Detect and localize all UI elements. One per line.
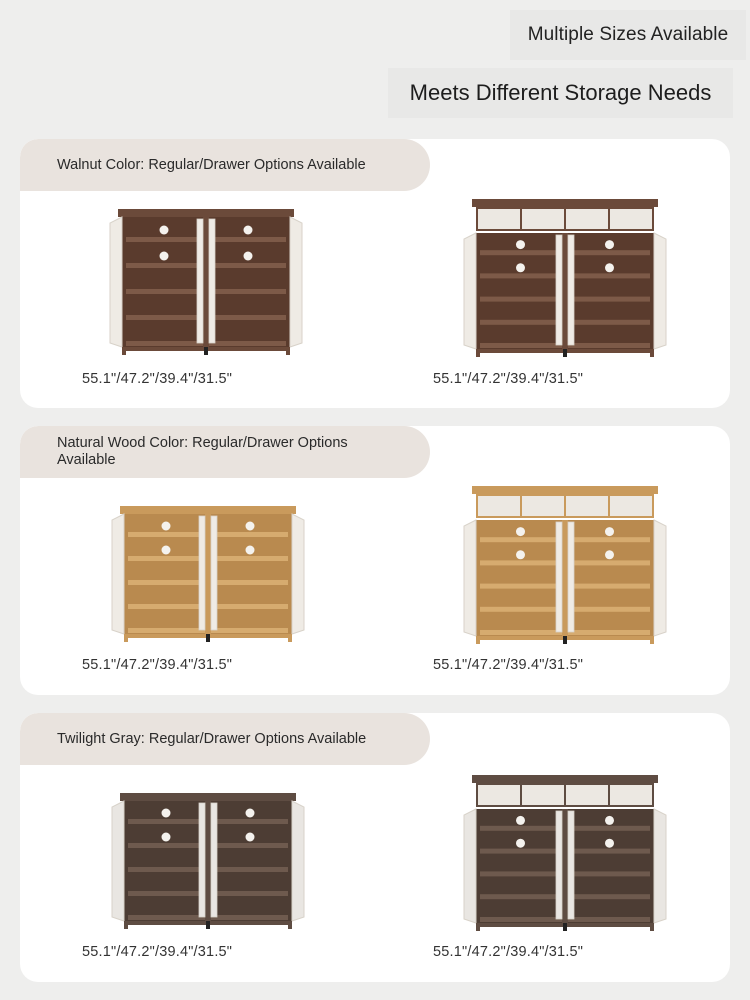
inner-door-right <box>568 811 574 919</box>
center-divider <box>205 514 211 634</box>
knob <box>162 546 171 555</box>
knob <box>246 833 255 842</box>
natural-wood-label-text: Natural Wood Color: Regular/Drawer Options Available <box>57 435 348 468</box>
cabinet-top-board <box>118 209 294 217</box>
left-door <box>112 801 124 921</box>
knob <box>605 816 614 825</box>
left-door <box>110 217 122 347</box>
leg <box>563 636 567 644</box>
cabinet-top-board <box>472 199 658 207</box>
inner-door-right <box>211 516 217 630</box>
walnut-regular-cabinet-image <box>106 209 306 355</box>
twilight-gray-regular-cabinet-image <box>108 793 308 929</box>
inner-door-right <box>568 522 574 632</box>
drawer-front <box>522 496 564 516</box>
drawer-front <box>522 785 564 805</box>
knob <box>605 550 614 559</box>
twilight-gray-regular-size-text: 55.1"/47.2"/39.4"/31.5" <box>82 944 233 960</box>
leg <box>288 921 292 929</box>
walnut-section-label <box>20 139 430 191</box>
inner-door-left <box>199 803 205 917</box>
knob <box>162 833 171 842</box>
center-divider <box>562 233 568 349</box>
leg <box>206 921 210 929</box>
knob <box>516 839 525 848</box>
knob <box>160 226 169 235</box>
center-divider <box>562 809 568 923</box>
leg <box>204 347 208 355</box>
knob <box>516 816 525 825</box>
leg <box>286 347 290 355</box>
walnut-drawer-size-text: 55.1"/47.2"/39.4"/31.5" <box>433 371 584 387</box>
knob <box>162 809 171 818</box>
storage-needs-text: Meets Different Storage Needs <box>409 80 712 105</box>
natural-wood-regular-cabinet-image <box>108 506 308 642</box>
center-divider <box>562 520 568 636</box>
natural-wood-regular-size-text: 55.1"/47.2"/39.4"/31.5" <box>82 657 233 673</box>
inner-door-right <box>211 803 217 917</box>
knob <box>244 226 253 235</box>
right-door <box>654 233 666 349</box>
leg <box>476 349 480 357</box>
knob <box>605 240 614 249</box>
cabinet-top-board <box>120 793 296 801</box>
leg <box>650 923 654 931</box>
knob <box>246 522 255 531</box>
leg <box>563 923 567 931</box>
twilight-gray-drawer-cabinet-image <box>460 775 670 931</box>
knob <box>605 263 614 272</box>
drawer-front <box>478 209 520 229</box>
drawer-front <box>610 209 652 229</box>
drawer-front <box>566 496 608 516</box>
knob <box>605 527 614 536</box>
center-divider <box>203 217 209 347</box>
right-door <box>292 514 304 634</box>
drawer-front <box>566 209 608 229</box>
leg <box>650 636 654 644</box>
left-door <box>464 520 476 636</box>
leg <box>124 921 128 929</box>
knob <box>244 252 253 261</box>
left-door <box>112 514 124 634</box>
cabinet-top-board <box>120 506 296 514</box>
drawer-front <box>566 785 608 805</box>
inner-door-left <box>197 219 203 343</box>
walnut-section-card <box>20 139 730 408</box>
natural-wood-drawer-size-text: 55.1"/47.2"/39.4"/31.5" <box>433 657 584 673</box>
drawer-front <box>610 496 652 516</box>
leg <box>288 634 292 642</box>
right-door <box>292 801 304 921</box>
knob <box>516 527 525 536</box>
knob <box>162 522 171 531</box>
inner-door-left <box>556 235 562 345</box>
multiple-sizes-banner <box>510 10 746 60</box>
natural-wood-section-card <box>20 426 730 695</box>
leg <box>206 634 210 642</box>
left-door <box>464 809 476 923</box>
twilight-gray-label-text: Twilight Gray: Regular/Drawer Options Available <box>57 730 367 747</box>
twilight-gray-section-card <box>20 713 730 982</box>
knob <box>516 550 525 559</box>
twilight-gray-section-label <box>20 713 430 765</box>
right-door <box>654 520 666 636</box>
drawer-front <box>478 496 520 516</box>
leg <box>650 349 654 357</box>
inner-door-right <box>568 235 574 345</box>
left-door <box>464 233 476 349</box>
cabinet-top-board <box>472 486 658 494</box>
knob <box>246 546 255 555</box>
inner-door-left <box>556 522 562 632</box>
knob <box>516 263 525 272</box>
walnut-regular-size-text: 55.1"/47.2"/39.4"/31.5" <box>82 371 233 387</box>
walnut-drawer-cabinet-image <box>460 199 670 357</box>
leg <box>122 347 126 355</box>
storage-needs-banner <box>388 68 733 118</box>
cabinet-top-board <box>472 775 658 783</box>
natural-wood-drawer-cabinet-image <box>460 486 670 644</box>
leg <box>476 636 480 644</box>
knob <box>605 839 614 848</box>
right-door <box>290 217 302 347</box>
drawer-front <box>478 785 520 805</box>
leg <box>476 923 480 931</box>
multiple-sizes-text: Multiple Sizes Available <box>527 24 729 45</box>
center-divider <box>205 801 211 921</box>
leg <box>124 634 128 642</box>
walnut-label-text: Walnut Color: Regular/Drawer Options Available <box>57 156 366 173</box>
inner-door-left <box>556 811 562 919</box>
right-door <box>654 809 666 923</box>
drawer-front <box>610 785 652 805</box>
drawer-front <box>522 209 564 229</box>
inner-door-right <box>209 219 215 343</box>
knob <box>516 240 525 249</box>
knob <box>246 809 255 818</box>
natural-wood-section-label <box>20 426 430 478</box>
knob <box>160 252 169 261</box>
leg <box>563 349 567 357</box>
twilight-gray-drawer-size-text: 55.1"/47.2"/39.4"/31.5" <box>433 944 584 960</box>
inner-door-left <box>199 516 205 630</box>
